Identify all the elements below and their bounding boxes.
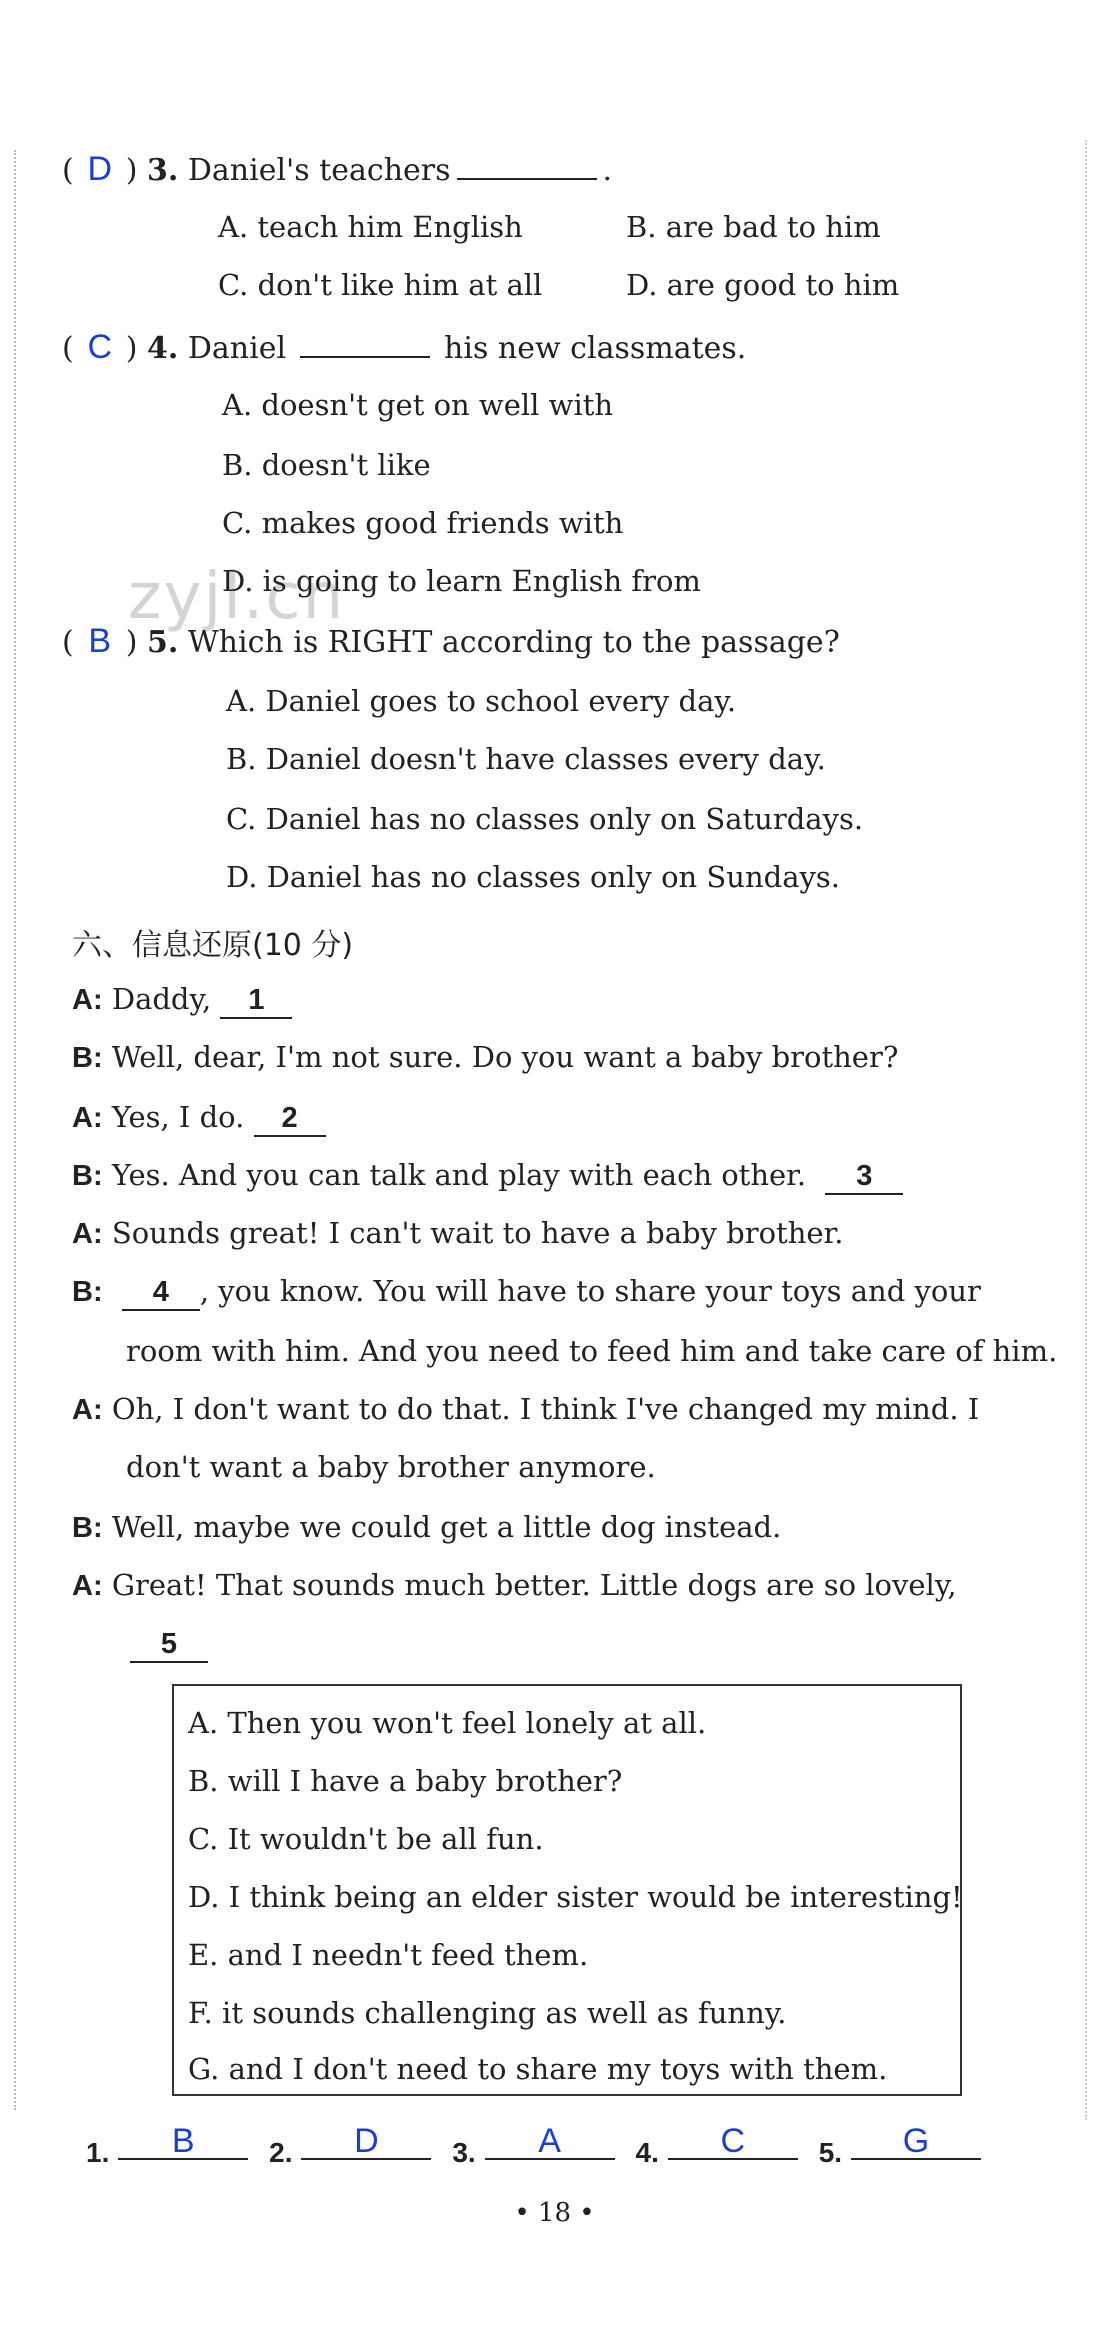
box-option-a: A. Then you won't feel lonely at all. [188,1706,707,1740]
question-number: 4. [146,331,179,366]
box-option-f: F. it sounds challenging as well as funny. [188,1996,787,2030]
dialogue-text: Great! That sounds much better. Little dogs are so lovely, [111,1568,957,1602]
options-box [172,1684,962,2096]
answer-item-1 [86,2122,248,2170]
dialogue-line-1 [72,982,292,1019]
option-q4-c: C. makes good friends with [222,506,624,540]
dialogue-text: Sounds great! I can't wait to have a baby brother. [111,1216,844,1250]
question-4: ( C ) 4. Daniel his new classmates. [62,328,747,366]
answer-item-2 [269,2122,431,2170]
speaker-label: A: [72,1394,103,1426]
speaker-label: B: [72,1160,103,1192]
dialogue-blank-5: 5 [130,1628,208,1663]
dialogue-line-4 [72,1158,903,1195]
speaker-label: B: [72,1512,103,1544]
box-option-c: C. It wouldn't be all fun. [188,1822,544,1856]
question-number: 3. [146,153,179,188]
speaker-label: A: [72,984,103,1016]
question-number: 5. [146,625,179,660]
answer-row [86,2122,993,2170]
binding-line-left [14,150,16,2110]
answer-blank [300,332,430,358]
answer-q3: D [87,150,112,188]
answer-label: 3. [452,2137,476,2168]
dialogue-line-6 [72,1274,981,1311]
dialogue-blank-4: 4 [122,1276,200,1311]
dialogue-text: Daddy, [111,982,212,1016]
option-q4-b: B. doesn't like [222,448,431,482]
box-option-g: G. and I don't need to share my toys with them. [188,2052,888,2086]
option-q4-d: D. is going to learn English from [222,564,701,598]
answer-value: G [851,2124,981,2160]
option-q3-d: D. are good to him [626,268,900,302]
dialogue-line-2 [72,1040,898,1075]
binding-line-right [1085,140,1087,2120]
page-number: • 18 • [514,2198,595,2228]
speaker-label: A: [72,1102,103,1134]
box-option-e: E. and I needn't feed them. [188,1938,589,1972]
answer-value: D [301,2124,431,2160]
dialogue-line-9 [72,1568,957,1603]
question-3: ( D ) 3. Daniel's teachers . [62,150,613,188]
option-q5-a: A. Daniel goes to school every day. [226,684,737,718]
option-q3-b: B. are bad to him [626,210,881,244]
watermark: zyjl.cn [128,560,346,634]
question-stem-end: . [602,153,613,188]
answer-label: 2. [269,2137,293,2168]
question-stem-end: his new classmates. [444,331,747,366]
answer-label: 4. [635,2137,659,2168]
answer-value: B [118,2124,248,2160]
question-stem: Which is RIGHT according to the passage? [187,625,840,660]
question-5: ( B ) 5. Which is RIGHT according to the passage? [62,622,840,660]
answer-item-5 [818,2122,981,2170]
dialogue-text: , you know. You will have to share your toys and your [199,1274,981,1308]
speaker-label: B: [72,1276,103,1308]
dialogue-line-3 [72,1100,326,1137]
dialogue-blank-3: 3 [825,1160,903,1195]
answer-label: 5. [818,2137,843,2168]
dialogue-text: Well, dear, I'm not sure. Do you want a baby brother? [111,1040,899,1074]
option-q3-a: A. teach him English [218,210,523,244]
dialogue-blank-1: 1 [220,984,292,1019]
answer-value: C [668,2124,798,2160]
answer-q4: C [87,328,112,366]
answer-value: A [485,2124,615,2160]
option-q5-c: C. Daniel has no classes only on Saturdays. [226,802,864,836]
dialogue-text: Yes, I do. [111,1100,245,1134]
option-q5-b: B. Daniel doesn't have classes every day. [226,742,826,776]
option-q3-c: C. don't like him at all [218,268,543,302]
speaker-label: B: [72,1042,103,1074]
option-q4-a: A. doesn't get on well with [222,388,614,422]
dialogue-blank-2: 2 [254,1102,326,1137]
speaker-label: A: [72,1218,103,1250]
answer-blank [457,154,597,180]
dialogue-text: Oh, I don't want to do that. I think I've changed my mind. I [111,1392,980,1426]
answer-item-3 [452,2122,614,2170]
dialogue-line-5 [72,1216,843,1251]
box-option-d: D. I think being an elder sister would be interesting! [188,1880,963,1914]
dialogue-line-6-cont: room with him. And you need to feed him and take care of him. [126,1334,1058,1368]
question-stem: Daniel's teachers [187,153,451,188]
answer-item-4 [635,2122,798,2170]
section-title: 六、信息还原(10 分) [72,928,354,963]
question-stem: Daniel [187,331,287,366]
option-q5-d: D. Daniel has no classes only on Sundays. [226,860,840,894]
dialogue-text: Well, maybe we could get a little dog instead. [111,1510,782,1544]
dialogue-line-7 [72,1392,979,1427]
dialogue-line-9-cont [130,1626,208,1663]
speaker-label: A: [72,1570,103,1602]
dialogue-line-8 [72,1510,781,1545]
answer-q5: B [88,622,112,660]
dialogue-text: Yes. And you can talk and play with each other. [111,1158,807,1192]
dialogue-line-7-cont: don't want a baby brother anymore. [126,1450,656,1484]
box-option-b: B. will I have a baby brother? [188,1764,623,1798]
answer-label: 1. [86,2137,110,2168]
